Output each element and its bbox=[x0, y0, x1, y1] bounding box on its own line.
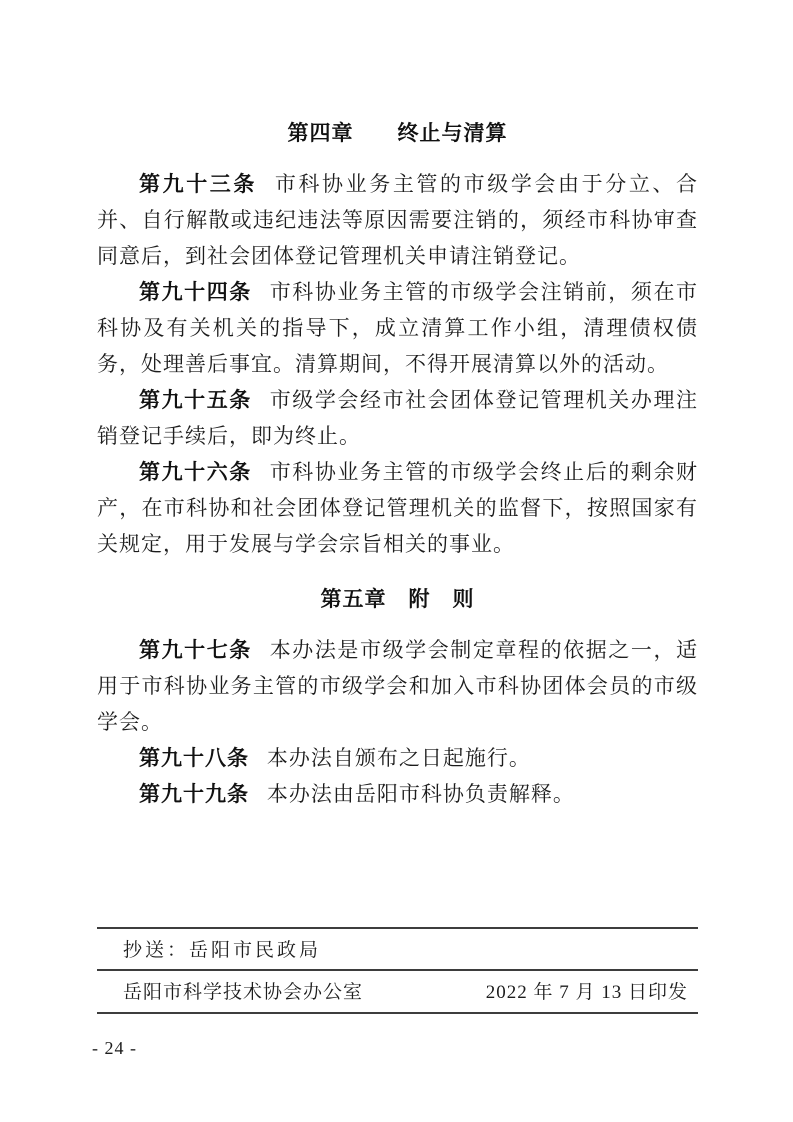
article-97 bbox=[97, 632, 698, 740]
article-99 bbox=[97, 776, 698, 812]
article-96-text: 市科协业务主管的市级学会终止后的剩余财产，在市科协和社会团体登记管理机关的监督下，按照国家有关规定，用于发展与学会宗旨相关的事业。 bbox=[97, 460, 699, 556]
footer-divider-middle bbox=[97, 969, 698, 971]
article-94 bbox=[97, 274, 698, 382]
article-93-text: 市科协业务主管的市级学会由于分立、合并、自行解散或违纪违法等原因需要注销的，须经市科协审查同意后，到社会团体登记管理机关申请注销登记。 bbox=[97, 172, 699, 268]
article-95-number: 第九十五条 bbox=[139, 388, 252, 412]
footer-divider-bottom bbox=[97, 1012, 698, 1014]
chapter-5-heading: 第五章 附 则 bbox=[320, 588, 475, 611]
article-94-number: 第九十四条 bbox=[139, 280, 252, 304]
article-96-number: 第九十六条 bbox=[139, 460, 252, 484]
article-99-number: 第九十九条 bbox=[139, 782, 249, 806]
article-97-number: 第九十七条 bbox=[139, 638, 252, 662]
footer-print-date: 2022 年 7 月 13 日印发 bbox=[485, 982, 688, 1003]
footer-divider-top bbox=[97, 927, 698, 929]
article-93 bbox=[97, 166, 698, 274]
footer-cc-line: 抄送：岳阳市民政局 bbox=[123, 940, 322, 961]
article-97-text: 本办法是市级学会制定章程的依据之一，适用于市科协业务主管的市级学会和加入市科协团体会员的市级学会。 bbox=[97, 638, 699, 734]
article-98 bbox=[97, 740, 698, 776]
article-95-text: 市级学会经市社会团体登记管理机关办理注销登记手续后，即为终止。 bbox=[97, 388, 699, 448]
page-number: - 24 - bbox=[92, 1038, 137, 1058]
article-98-number: 第九十八条 bbox=[139, 746, 249, 770]
article-93-number: 第九十三条 bbox=[139, 172, 257, 196]
document-body bbox=[97, 118, 698, 812]
chapter-4-heading: 第四章 终止与清算 bbox=[287, 122, 508, 145]
article-96 bbox=[97, 454, 698, 562]
article-95 bbox=[97, 382, 698, 454]
footer-issuer: 岳阳市科学技术协会办公室 bbox=[123, 982, 364, 1003]
article-94-text: 市科协业务主管的市级学会注销前，须在市科协及有关机关的指导下，成立清算工作小组，清理债权债务，处理善后事宜。清算期间，不得开展清算以外的活动。 bbox=[97, 280, 699, 376]
article-99-text: 本办法由岳阳市科协负责解释。 bbox=[266, 782, 575, 806]
footer-issue-row bbox=[97, 977, 698, 1004]
article-98-text: 本办法自颁布之日起施行。 bbox=[266, 746, 531, 770]
